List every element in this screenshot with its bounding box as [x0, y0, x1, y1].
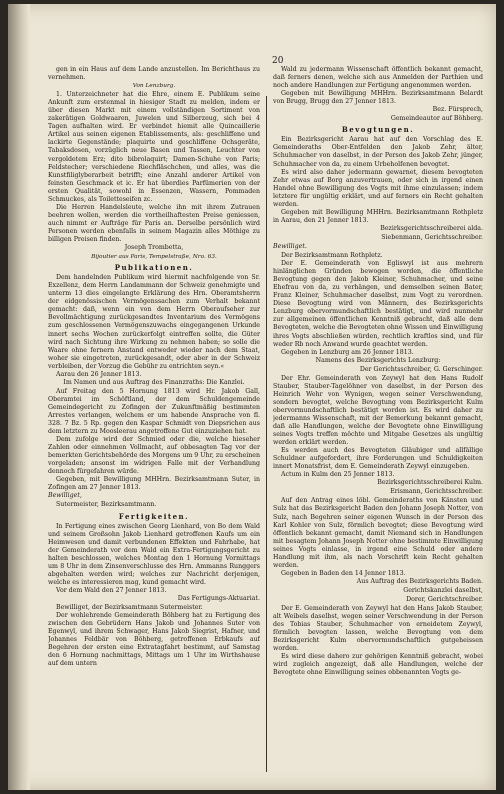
text-block: Gerichtskanzlei daselbst, — [403, 586, 483, 594]
newspaper-page — [8, 4, 496, 790]
text-block: Wald zu jedermann Wissenschaft öffentlich bekannt gemacht, daß ferners denen, welche sich aus Anmelden der Parthien und noch andere Handlungen zur Fertigung angenommen werden. — [273, 66, 483, 90]
column-divider — [266, 96, 267, 772]
text-block: Erismann, Gerichtsschreiber. — [390, 488, 483, 496]
text-block: Siebenmann, Gerichtsschreiber. — [381, 233, 483, 241]
text-block: Gegeben mit Bewilligung MHHrn. Bezirksamtmann Belardt von Brugg, Brugg den 27 Jenner 1813. — [273, 90, 483, 106]
text-block: Dorer, Gerichtschreiber. — [406, 596, 483, 603]
text-block: Der E. Gemeinderath von Egliswyl ist aus mehrern hinlänglichen Gründen bewogen worden, die öffentliche Bevogtung gegen den Jakob Kleiner, Schuhmacher, und seine Ehefrau von da, zu verhängen, und demselben seinen Bater, Franz Kleiner, Schuhmacher daselbst, zum Vogt zu verordnen. Diese Bevogtung wird von Männern, des Bezirksgerichts Lenzburg obervormundschaftlich bestätigt, und wird nunmehr zur allgemeinen öffentlichen Kenntniß gebracht, daß alle dem Bevogteten, welche die Bevogteten ohne Wissen und Einwilligung ihres Vogts abschließen würden, rechtlich kraftlos sind, und für weder Rb noch Anwand wurde geachtet werden. — [273, 260, 483, 348]
text-block: Joseph Trombetta, — [124, 244, 184, 252]
text-block: Ein Bezirksgericht Aarau hat auf den Vorschlag des E. Gemeinderaths Ober-Entfelden den Jakob Zehr, älter, Schuhmacher von daselbst, in der Person des Jakob Zehr, jünger, Schuhmacher von da, zu einem Urbeholfenen bevogtet. — [273, 136, 483, 168]
text-block: Bewilliget, — [48, 492, 82, 500]
text-block: Auf Freitag den 5 Hornung 1813 wird Hr. Jakob Gall, Oberamtei im Schöftland, der dem Schuldengemeinde Gemeindegericht zu Zofingen der Zukunftmäßig bestimmten Arrestes verlangen, welchem er um habende Ansprache von fl. 328. 7 Bz. 5 Rp. gegen den Kaspar Schmidt von Diepsrichen aus dem letztern zu Moosleerau angetroffene Gut einzuziehen hat. — [48, 387, 260, 436]
text-block: 1. Unterzeichneter hat die Ehre, einem E. Publikum seine Ankunft zum erstenmal in hiesiger Stadt zu melden, indem er über diesen Markt mit einem vollständigen Sortiment von zakerätigen Goldwaaren, Juwelen und Silberzeug, sich bei 4 Tagen aufhalten wird. Er verbindet hiemit alle Quincaillerie Artikel aus seinen eigenen Etablissements, als: geschliffene und lackirte Gegenstände; plaquirte und geschliffene Ochsgeräte, Tabaksdosen, vorzüglich neue Basen und Tassen, Leuchter von vergoldetem Erz; dito bibrolaquirt; Damen-Schuhe von Paris; Feldstecher; verschiedene Riechfläschchen, und alles, was die Kunstfiliglyberarbeit betrifft; eine Anzahl anderer Artikel von feinsten Geschmack et ic. Er hat überdies Parfümerien von der ersten Qualität, sowohl in Essenzen, Wassern, Pommaden Schmuckes, als Toiletteseifen zc. — [48, 91, 260, 203]
text-block: Bezirksgerichtsschreiberei Kulm. — [377, 479, 483, 487]
text-block: Aarau den 26 Jenner 1813. — [56, 370, 142, 378]
text-block: Bewilliget. — [273, 242, 307, 250]
text-block: Der Bezirksamtmann Rothpletz. — [281, 252, 383, 260]
text-block: Es wird also daher jedermann gewarnet, diesem bevogteten Zehr etwas auf Borg anzuvertrauen, oder sich in irgend einen Handel ohne Bewilligung des Vogts mit ihme einzulassen; indem letztere für ungültig erklärt, und auf ferners ein Recht gehalten werden. — [273, 168, 483, 208]
text-block: Gegeben in Baden den 14 Jenner 1813. — [281, 569, 406, 577]
text-block: Gemeindeautor auf Böhberg. — [390, 115, 483, 123]
text-block: Bez. Fürsprech, — [432, 106, 483, 114]
text-block: gen in ein Haus auf dem Lande anzustellen. Im Berichthaus zu vernehmen. — [48, 66, 260, 82]
text-block: Auf den Antrag eines löbl. Gemeinderaths von Känsten und Sulz hat das Bezirksgericht Baden den Johann Joseph Notter, von Sulz, nach Begehren seiner eigenen Wunsch in der Person des Karl Kohler von Sulz, förmlich bevogtet; diese Bevogtung wird öffentlich bekannt gemacht, damit Niemand sich in Handlungen mit besagtem Johann Joseph Notter ohne bestimmte Einwilligung seines Vogts einlasse, in irgend eine Schuld oder andere Handlung mit ihm, als nach Vorschrift kein Recht gehalten werden. — [273, 497, 483, 569]
text-block: Bevogtungen. — [341, 125, 415, 135]
text-block: Es wird diese dahero zur gehörigen Kenntniß gebracht, wobei wird zugleich angezeigt, daß alle Handlungen, welche der Bevogtete ohne Einwilligung seines obbenannten Vogts ge- — [273, 653, 483, 677]
text-block: Namens des Bezirksgerichts Lenzburg: — [315, 356, 441, 364]
text-block: Sutermeister, Bezirksamtmann. — [56, 501, 157, 509]
text-block: Aus Auftrag des Bezirksgerichts Baden. — [356, 577, 483, 585]
text-block: Die Herren Handelsleute, welche ihn mit ihrem Zutrauen beehren wollen, werden die vortheilhaftesten Preise geniessen, auch nimmt er Aufträge für Paris an. Derselbe persönlich wird Personen werden ebenfalls in seinem Magazin alles Möthige zu billigen Preisen finden. — [48, 203, 260, 243]
text-block: Publikationen. — [114, 263, 194, 273]
text-block: Fertigkeiten. — [118, 511, 190, 521]
text-block: Der wohlehrende Gemeinderath Böhberg hat zu Fertigung des zwischen den Gebrüdern Hans Jakob und Johannes Suter von Egenwyl, und ihrem Schwager, Hans Jakob Siegrist, Hafner, und Johannes Feldbär von Böhberg, getroffenen Erbkaufs auf Begehren der ersten eine Extratagfahrt bestimmt, auf Samstag den 6 Hornung nachmittags, Mittags um 1 Uhr im Wirthshause auf dem untern — [48, 612, 260, 668]
text-block: Actum in Kulm den 25 Jenner 1813. — [281, 471, 395, 479]
text-block: Das Fertigungs-Aktuariat. — [177, 595, 260, 602]
text-block: Bezirksgerichtsschreiberei alda. — [380, 224, 483, 232]
text-block: Gegeben, mit Bewilligung MHHrn. Bezirksamtmann Suter, in Zofingen am 27 Jenner 1813. — [48, 476, 260, 492]
text-block: Gegeben in Lenzburg am 26 Jenner 1813. — [281, 348, 414, 356]
text-block: Der Ehr. Gemeinderath von Zeywyl hat den Hans Rudolf Stauber, Stauber-Tagelöhner von daselbst, in der Person des Heinrich Wehr von Wynigen, wegen seiner Verschwendung, sondern bevogtet, welche Bevogtung vom Bezirksgericht Kulm obervormundschaftlich bestätigt worden ist. Es wird daher zu jedermanns Wissenschaft, mit der Bemerkung bekannt gemacht, daß alle Handlungen, welche der Bevogtete ohne Einwilligung seines Vogts treffen möchte und Mitgabe Gesetzes als ungültig werden erklärt werden. — [273, 374, 483, 447]
right-column — [273, 66, 483, 776]
text-block: In Fertigung eines zwischen Georg Lienhard, von Bo dem Wald und seinem Großsohn Jakob Lienhard getroffenen Kaufs um ein Heimwesen und damit verbundenen Effekten und Fahrhabe, hat der Gemeinderath vor dem Wald ein Extra-Fertigungsgericht zu halten beschlossen, welches Montag den 1 Hornung Vormittags um 8 Uhr in dem Zinsenverschlusse des Hrn. Ammanns Runggers abgehalten werden wird; welches zur Nachricht derjenigen, welche es interessieren mag, kund gemacht wird. — [48, 522, 260, 586]
text-block: Dem handelnden Publikum wird hiermit nachfolgende von Sr. Exzellenz, dem Herrn Landammann der Schweiz genehmigte und unterm 13 dies eingelangte Erklärung des Hrn. Oberamtsherrn der eidgenössischen Vermögenssachen zum Verhalt bekannt gemacht: daß, wenn ein von dem Herrn Oberaufseher zur Bevollmächtigung zurückgesandtes Inventarium des Vermögens zum geschlossenen Vermögenszuwachs eingegangenen Urkunde innert sechs Wochen zurückerfolgt eintreffen sollte, die Güter wird nach Sichtung ihre Wirkung zu nehmen haben; so solle die Waare ohne fernern Anstand entweder wieder nach dem Staat, woher sie eingetreten, zurückgesandt, oder aber in der Schweiz verbleiben, der Vorzug die Gebühr zu entrichten seyn.« — [48, 274, 260, 370]
binding-spine — [8, 4, 30, 790]
text-block: Dem zufolge wird der Schmied oder die, welche hieseher Zahlen oder einnehmen Vollmacht, auf obbesagten Tag vor der bemerkten Gerichtsbehörde des Morgens um 9 Uhr, zu erscheinen vorgeladen; ansonst im widrigen Falle mit der Verhandlung dennoch fürgefahren würde. — [48, 436, 260, 476]
text-block: Der E. Gemeinderath von Zeywyl hat den Hans Jakob Stauber, alt Weibels daselbst, wegen seiner Verschwendung in der Person des Tobias Stauber, Schuhmacher von erneidetem Zeywyl, förmlich bevogten lassen, welche Bevogtung von dem Bezirksgericht Kulm obervormundschaftlich gutgeheissen worden. — [273, 605, 483, 653]
text-block: Vor dem Wald den 27 Jenner 1813. — [56, 586, 167, 594]
text-block: Es werden auch des Bevogteten Gläubiger und allfällige Schuldner aufgefordert, ihre Forderungen und Schuldigkeiten innert Monatsfrist, dem E. Gemeinderath Zeywyl einzugeben. — [273, 447, 483, 471]
text-block: Im Namen und aus Auftrag des Finanzraths: Die Kanzlei. — [63, 378, 245, 386]
page-number: 20 — [272, 56, 284, 66]
text-block: Von Lenzburg. — [132, 83, 176, 90]
text-block: Gegeben mit Bewilligung MHHrn. Bezirksamtmann Rothpletz in Aarau, den 21 Jenner 1813. — [273, 208, 483, 224]
text-block: Der Gerichtsschreiber, G. Gerschinger. — [359, 365, 483, 373]
text-block: Bewilliget, der Bezirksamtmann Sutermeister. — [56, 604, 203, 612]
left-column — [48, 66, 260, 776]
text-block: Bijoutier aus Paris, Tempelstraße, Nro. 63. — [91, 254, 217, 261]
